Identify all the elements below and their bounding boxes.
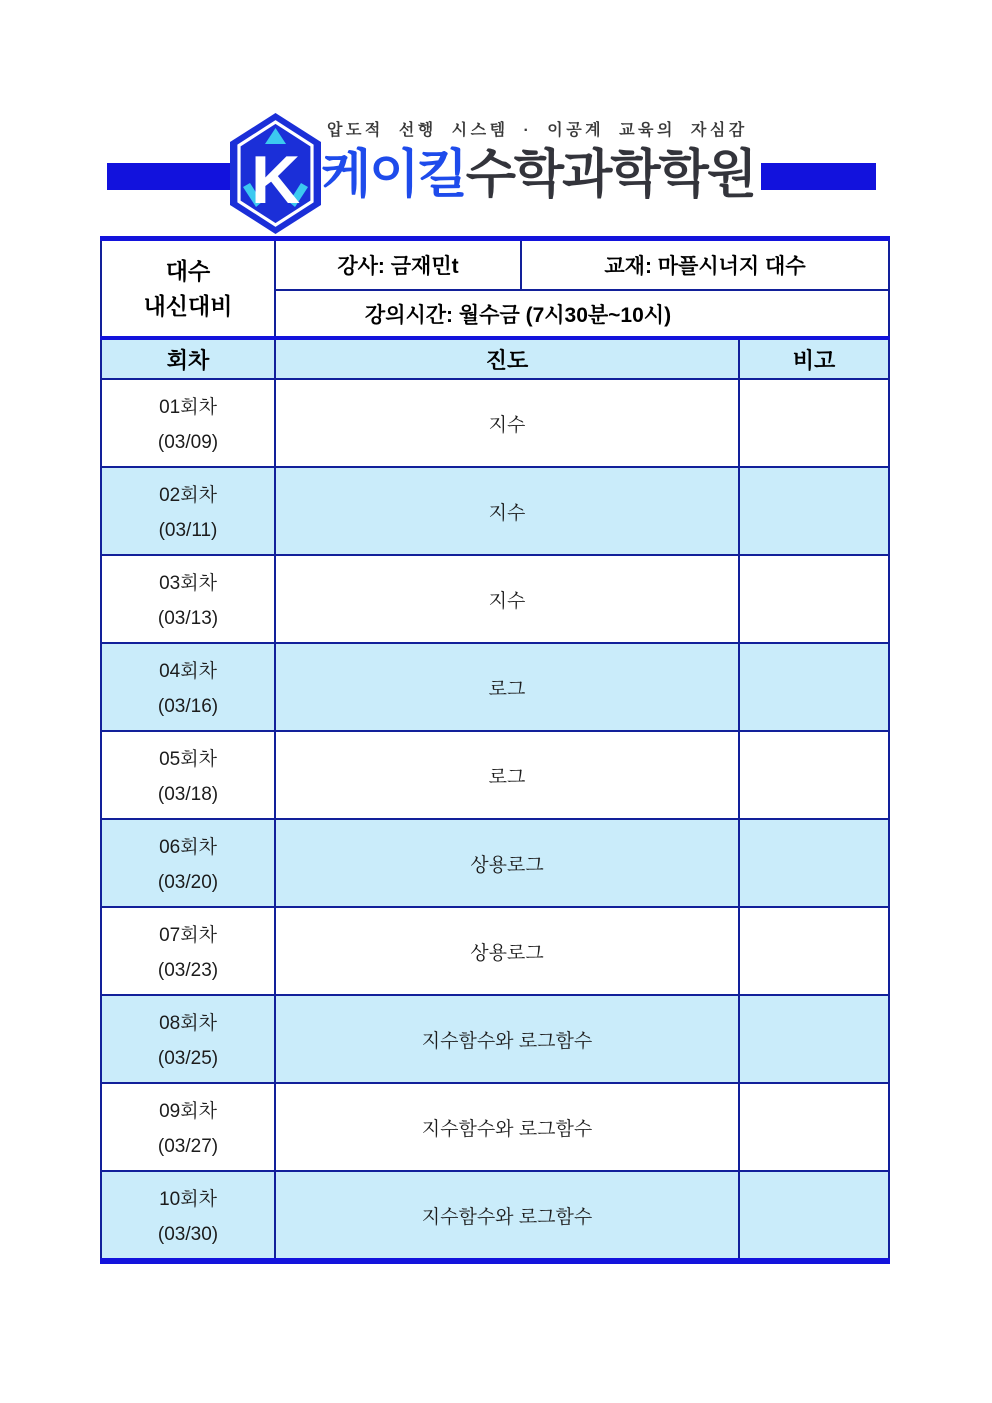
- session-date: (03/25): [157, 1048, 219, 1069]
- table-row: [102, 642, 888, 730]
- note-cell: [740, 380, 888, 466]
- session-cell: [102, 732, 276, 818]
- session-number: 03회차: [159, 573, 217, 594]
- logo-header: [0, 0, 992, 236]
- note-cell: [740, 644, 888, 730]
- session-date: (03/27): [157, 1136, 219, 1157]
- textbook-cell: 교재: 마플시너지 대수: [522, 241, 888, 291]
- note-cell: [740, 820, 888, 906]
- session-cell: [102, 644, 276, 730]
- class-name-cell: [102, 241, 276, 336]
- logo-right-bar: [761, 163, 876, 190]
- academy-title: [321, 142, 755, 210]
- topic-cell: 지수: [276, 468, 740, 554]
- topic-cell: 지수함수와 로그함수: [276, 1084, 740, 1170]
- table-row: [102, 1170, 888, 1258]
- header-session: 회차: [102, 340, 276, 378]
- session-number: 06회차: [159, 837, 217, 858]
- table-row: [102, 1082, 888, 1170]
- session-cell: [102, 908, 276, 994]
- note-cell: [740, 468, 888, 554]
- table-row: [102, 730, 888, 818]
- topic-cell: 지수함수와 로그함수: [276, 996, 740, 1082]
- session-number: 01회차: [159, 397, 217, 418]
- session-date: (03/13): [157, 608, 219, 629]
- header-topic: 진도: [276, 340, 740, 378]
- note-cell: [740, 1172, 888, 1258]
- topic-cell: 지수: [276, 556, 740, 642]
- session-number: 07회차: [159, 925, 217, 946]
- table-row: [102, 994, 888, 1082]
- class-info-section: [100, 241, 890, 336]
- session-number: 05회차: [159, 749, 217, 770]
- session-cell: [102, 820, 276, 906]
- table-row: [102, 906, 888, 994]
- topic-cell: 로그: [276, 644, 740, 730]
- svg-text:K: K: [250, 142, 301, 218]
- note-cell: [740, 1084, 888, 1170]
- session-date: (03/20): [157, 872, 219, 893]
- session-cell: [102, 380, 276, 466]
- class-name-line1: 대수: [165, 258, 211, 284]
- academy-title-blue-part: 케이킬: [321, 146, 466, 204]
- session-cell: [102, 1172, 276, 1258]
- table-row: [102, 554, 888, 642]
- session-cell: [102, 1084, 276, 1170]
- schedule-rows: [100, 378, 890, 1258]
- topic-cell: 지수함수와 로그함수: [276, 1172, 740, 1258]
- session-number: 10회차: [159, 1189, 217, 1210]
- topic-cell: 로그: [276, 732, 740, 818]
- table-header-row: [100, 340, 890, 378]
- academy-hexagon-logo-icon: [227, 111, 324, 236]
- academy-title-dark-part: 수학과학학원: [465, 146, 756, 204]
- session-cell: [102, 468, 276, 554]
- session-date: (03/23): [157, 960, 219, 981]
- table-row: [102, 466, 888, 554]
- note-cell: [740, 732, 888, 818]
- session-date: (03/11): [158, 520, 218, 541]
- table-row: [102, 378, 888, 466]
- class-name-line2: 내신대비: [143, 292, 233, 319]
- logo-left-bar: [107, 163, 232, 190]
- session-date: (03/30): [157, 1224, 219, 1245]
- topic-cell: 지수: [276, 380, 740, 466]
- teacher-cell: 강사: 금재민t: [276, 241, 522, 291]
- schedule-table: [100, 236, 890, 1264]
- table-bottom-border: [100, 1258, 890, 1264]
- session-number: 02회차: [159, 485, 217, 506]
- session-cell: [102, 996, 276, 1082]
- session-date: (03/16): [157, 696, 219, 717]
- session-date: (03/18): [157, 784, 219, 805]
- topic-cell: 상용로그: [276, 820, 740, 906]
- table-row: [102, 818, 888, 906]
- session-number: 04회차: [159, 661, 217, 682]
- session-cell: [102, 556, 276, 642]
- note-cell: [740, 908, 888, 994]
- logo-tagline: 압도적 선행 시스템 · 이공계 교육의 자심감: [327, 122, 748, 139]
- note-cell: [740, 556, 888, 642]
- session-number: 08회차: [159, 1013, 217, 1034]
- schedule-time-cell: 강의시간: 월수금 (7시30분~10시): [364, 303, 672, 327]
- topic-cell: 상용로그: [276, 908, 740, 994]
- header-note: 비고: [792, 347, 836, 373]
- note-cell: [740, 996, 888, 1082]
- session-number: 09회차: [159, 1101, 217, 1122]
- session-date: (03/09): [157, 432, 219, 453]
